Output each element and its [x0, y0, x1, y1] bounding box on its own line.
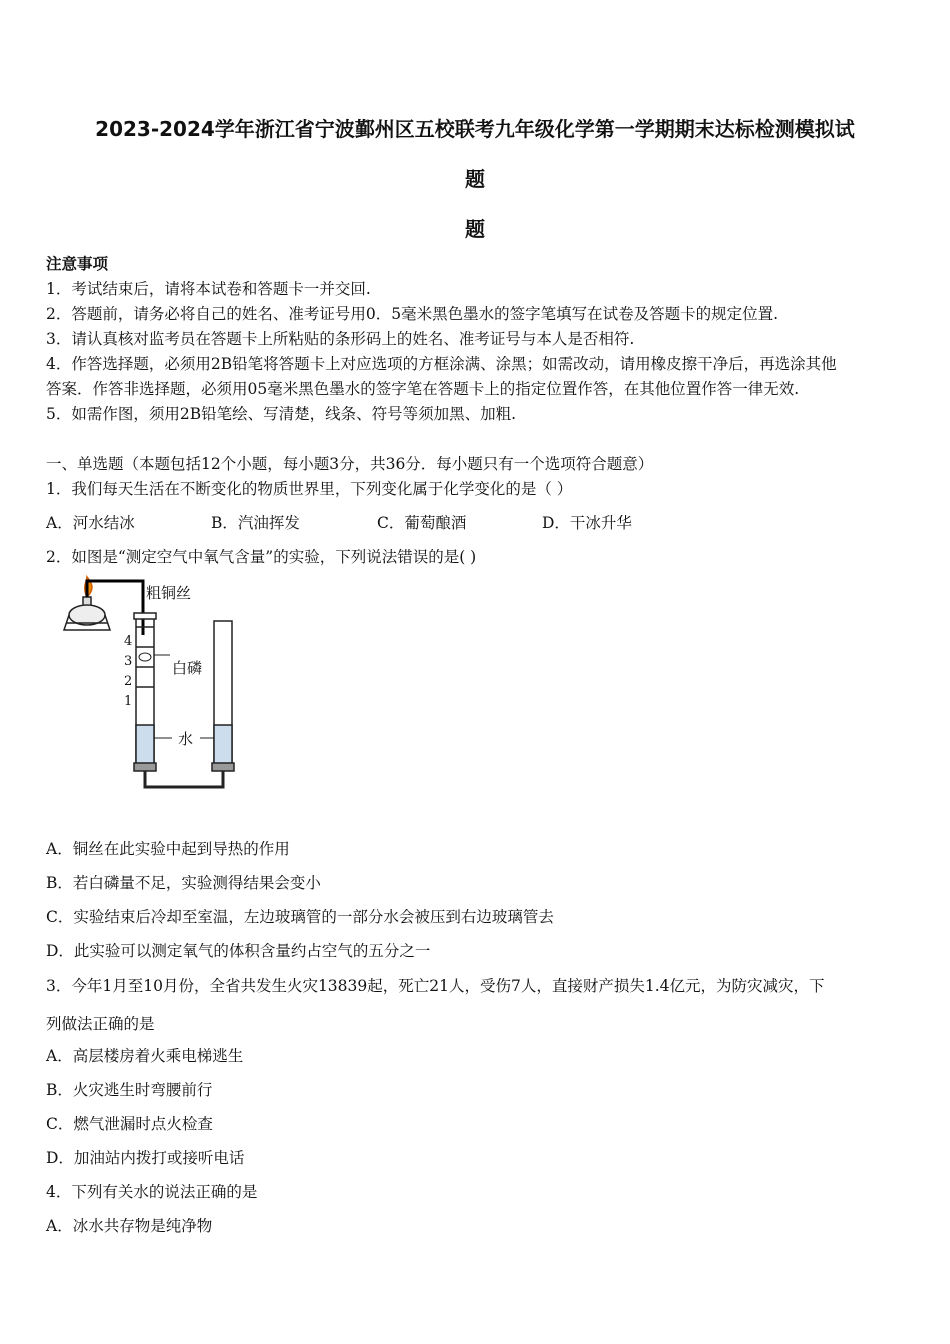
q1-option-b: B．汽油挥发 [211, 514, 300, 532]
q1-option-c: C．葡萄酿酒 [377, 514, 467, 532]
white-phosphorus [139, 653, 151, 661]
q1-option-d: D．干冰升华 [542, 514, 632, 532]
left-glass-tube [134, 613, 156, 771]
apparatus-drawing [60, 575, 260, 805]
label-white-phosphorus: 白磷 [172, 659, 203, 677]
question-4-stem: 4．下列有关水的说法正确的是 [46, 1183, 258, 1201]
notice-heading: 注意事项 [46, 254, 109, 273]
notice-item: 答案．作答非选择题，必须用05毫米黑色墨水的签字笔在答题卡上的指定位置作答，在其他位置作答一律无效. [46, 380, 800, 398]
scale-mark: 3 [124, 654, 133, 669]
q3-option-a: A．高层楼房着火乘电梯逃生 [46, 1047, 244, 1065]
question-3-stem: 3．今年1月至10月份，全省共发生火灾13839起，死亡21人，受伤7人，直接财产损失1.4亿元，为防灾减灾，下 [46, 977, 825, 995]
notice-item: 4．作答选择题，必须用2B铅笔将答题卡上对应选项的方框涂满、涂黑；如需改动，请用橡皮擦干净后，再选涂其他 [46, 355, 837, 373]
oxygen-experiment-diagram [60, 575, 260, 805]
label-water: 水 [178, 730, 194, 748]
q2-option-b: B．若白磷量不足，实验测得结果会变小 [46, 874, 321, 892]
q2-option-d: D．此实验可以测定氧气的体积含量约占空气的五分之一 [46, 942, 431, 960]
notice-item: 3．请认真核对监考员在答题卡上所粘贴的条形码上的姓名、准考证号与本人是否相符. [46, 330, 635, 348]
q2-option-a: A．铜丝在此实验中起到导热的作用 [46, 840, 290, 858]
question-1-stem: 1．我们每天生活在不断变化的物质世界里，下列变化属于化学变化的是（ ） [46, 480, 573, 498]
scale-mark: 4 [124, 634, 133, 649]
exam-title-line2: 题 [465, 167, 485, 191]
q3-option-b: B．火灾逃生时弯腰前行 [46, 1081, 213, 1099]
notice-item: 1．考试结束后，请将本试卷和答题卡一并交回. [46, 280, 371, 298]
notice-item: 2．答题前，请务必将自己的姓名、准考证号用0．5毫米黑色墨水的签字笔填写在试卷及答题卡的规定位置. [46, 305, 779, 323]
q2-option-c: C．实验结束后冷却至室温，左边玻璃管的一部分水会被压到右边玻璃管去 [46, 908, 554, 926]
section-heading: 一、单选题（本题包括12个小题，每小题3分，共36分．每小题只有一个选项符合题意） [46, 455, 654, 473]
question-3-stem-cont: 列做法正确的是 [46, 1015, 155, 1033]
exam-title-line3: 题 [465, 217, 485, 241]
notice-item: 5．如需作图，须用2B铅笔绘、写清楚，线条、符号等须加黑、加粗. [46, 405, 517, 423]
scale-mark: 2 [124, 674, 133, 689]
q3-option-c: C．燃气泄漏时点火检查 [46, 1115, 213, 1133]
scale-mark: 1 [124, 694, 133, 709]
q3-option-d: D．加油站内拨打或接听电话 [46, 1149, 245, 1167]
question-2-stem: 2．如图是“测定空气中氧气含量”的实验，下列说法错误的是( ) [46, 548, 477, 566]
q1-option-a: A．河水结冰 [46, 514, 135, 532]
rubber-hose [145, 771, 223, 787]
label-copper-wire: 粗铜丝 [146, 584, 192, 602]
q4-option-a: A．冰水共存物是纯净物 [46, 1217, 213, 1235]
exam-title-line1: 2023-2024学年浙江省宁波鄞州区五校联考九年级化学第一学期期末达标检测模拟试 [95, 117, 855, 141]
right-glass-tube [212, 621, 234, 771]
